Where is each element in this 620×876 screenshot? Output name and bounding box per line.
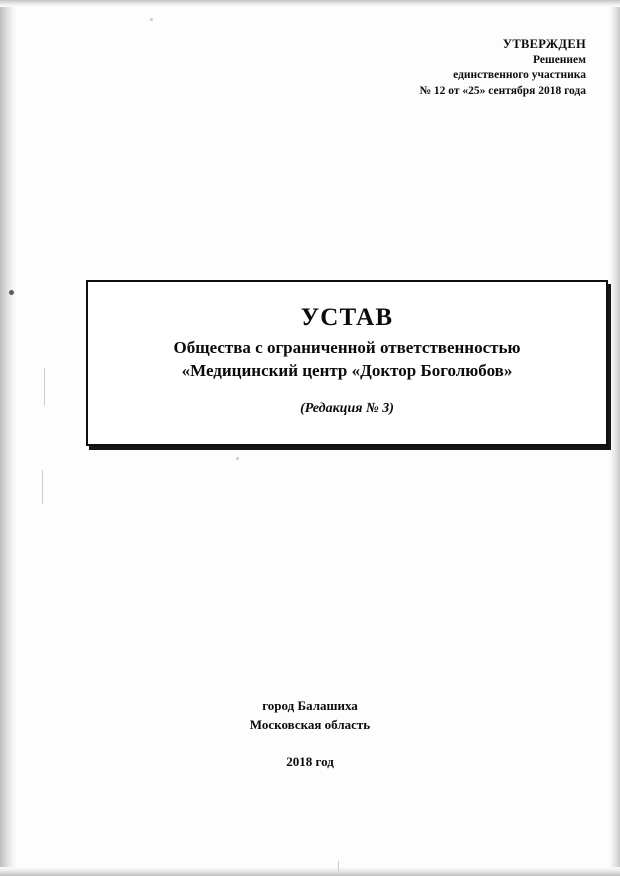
title-frame — [86, 280, 608, 446]
scan-artifact-scratch — [42, 470, 43, 504]
scan-artifact-speck — [236, 457, 239, 460]
title-content — [88, 304, 606, 417]
footer-region: Московская область — [249, 716, 371, 732]
page-subtitle-line-2: «Медицинский центр «Доктор Боголюбов» — [181, 361, 513, 380]
edition-label: (Редакция № 3) — [300, 401, 394, 416]
page-subtitle-line-1: Общества с ограниченной ответственностью — [173, 338, 521, 357]
page-title: УСТАВ — [300, 304, 394, 331]
approval-line-4: № 12 от «25» сентября 2018 года — [419, 84, 586, 97]
scan-artifact-scratch — [338, 861, 339, 871]
scan-artifact-speck — [150, 18, 153, 21]
footer-block — [0, 697, 620, 772]
page-edge-top — [0, 0, 620, 7]
approval-line-2: Решением — [533, 53, 586, 66]
footer-year: 2018 год — [286, 753, 334, 769]
approval-line-1: УТВЕРЖДЕН — [502, 37, 586, 51]
footer-city: город Балашиха — [262, 698, 358, 713]
approval-block — [286, 36, 586, 99]
scan-artifact-scratch — [44, 368, 45, 406]
scan-artifact-speck — [9, 290, 14, 295]
approval-line-3: единственного участника — [453, 68, 586, 81]
page-edge-bottom — [0, 867, 620, 876]
